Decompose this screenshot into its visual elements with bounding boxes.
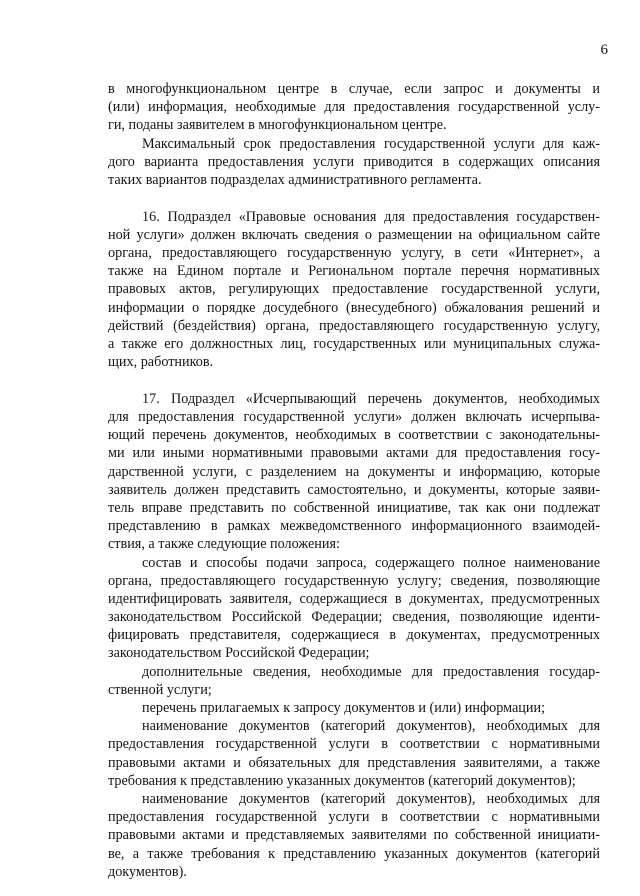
- text-line: ственной услуги;: [108, 681, 212, 698]
- text-line: состав и способы подачи запроса, содержащего полное наименование: [142, 554, 600, 571]
- text-line: дого варианта предоставления услуги приводится в содержащих описания: [108, 153, 600, 170]
- text-line: действий (бездействия) органа, предоставляющего государственную услугу,: [108, 317, 600, 334]
- text-line: требования к представлению указанных документов (категорий документов);: [108, 772, 576, 789]
- text-line: представлению в рамках межведомственного информационного взаимодей-: [108, 518, 600, 535]
- text-line: органа, предоставляющего государственную услугу, в сети «Интернет», а: [108, 245, 600, 261]
- text-line: дарственной услуги, с разделением на документы и информацию, которые: [108, 463, 600, 480]
- paragraph-additional-info: [108, 663, 600, 699]
- text-line: идентифицировать заявителя, содержащиеся в документах, предусмотренных: [108, 590, 600, 607]
- text-line: правовыми актами и обязательных для представления заявителями, а также: [108, 754, 600, 771]
- text-line: ствия, а также следующие положения:: [108, 536, 340, 553]
- text-line: Максимальный срок предоставления государственной услуги для каж-: [142, 135, 600, 152]
- text-line: тель вправе представить по собственной инициативе, так как они подлежат: [108, 499, 600, 516]
- text-line: ве, а также требования к представлению указанных документов (категорий: [108, 845, 600, 862]
- text-line: ми или иными нормативными правовыми актами для предоставления госу-: [108, 445, 600, 462]
- text-line: 16. Подраздел «Правовые основания для предоставления государствен-: [142, 208, 600, 225]
- text-line: предоставления государственной услуги в соответствии с нормативными: [108, 736, 600, 753]
- text-line: таких вариантов подразделах административного регламента.: [108, 171, 482, 188]
- text-line: фицировать представителя, содержащиеся в документах, предусмотренных: [108, 627, 600, 644]
- text-line: для предоставления государственной услуги» должен включать исчерпыва-: [108, 409, 600, 425]
- text-line: правовых актов, регулирующих предоставление государственной услуги,: [108, 281, 600, 298]
- paragraph-max-term: [108, 135, 600, 190]
- text-line: ющий перечень документов, необходимых в соответствии с законодательны-: [108, 427, 600, 444]
- text-line: ной услуги» должен включать сведения о размещении на официальном сайте: [108, 226, 600, 243]
- text-line: органа, предоставляющего государственную услугу; сведения, позволяющие: [108, 572, 600, 589]
- paragraph-section-17: [108, 390, 600, 554]
- text-line: в многофункциональном центре в случае, если запрос и документы и: [108, 81, 600, 97]
- text-line: (или) информация, необходимые для предоставления государственной услу-: [108, 99, 600, 116]
- text-line: предоставления государственной услуги в соответствии с нормативными: [108, 809, 600, 826]
- text-line: ги, поданы заявителем в многофункциональном центре.: [108, 117, 447, 134]
- paragraph-optional-docs: [108, 790, 600, 881]
- paragraph-request-composition: [108, 554, 600, 663]
- text-line: законодательством Российской Федерации; сведения, позволяющие иденти-: [108, 609, 600, 626]
- text-line: правовыми актами и представляемых заявителями по собственной инициати-: [108, 827, 600, 844]
- text-line: заявитель должен представить самостоятельно, и документы, которые заяви-: [108, 481, 600, 498]
- text-line: а также его должностных лиц, государственных или муниципальных служа-: [108, 335, 600, 352]
- paragraph-section-16: [108, 208, 600, 372]
- text-line: перечень прилагаемых к запросу документов и (или) информации;: [142, 700, 546, 716]
- text-line: дополнительные сведения, необходимые для предоставления государ-: [142, 663, 600, 680]
- paragraph-continuation: [108, 80, 600, 135]
- document-body: [108, 80, 600, 881]
- paragraph-mandatory-docs: [108, 717, 600, 790]
- text-line: информации о порядке досудебного (внесудебного) обжалования решений и: [108, 299, 600, 316]
- text-line: наименование документов (категорий документов), необходимых для: [142, 790, 600, 807]
- paragraph-attached-docs: [108, 699, 600, 717]
- text-line: также на Едином портале и Региональном портале перечня нормативных: [108, 263, 600, 280]
- text-line: наименование документов (категорий документов), необходимых для: [142, 718, 600, 735]
- text-line: щих, работников.: [108, 354, 214, 371]
- text-line: законодательством Российской Федерации;: [108, 645, 370, 662]
- page-number: 6: [600, 42, 608, 58]
- text-line: документов).: [108, 863, 187, 880]
- text-line: 17. Подраздел «Исчерпывающий перечень документов, необходимых: [142, 390, 600, 407]
